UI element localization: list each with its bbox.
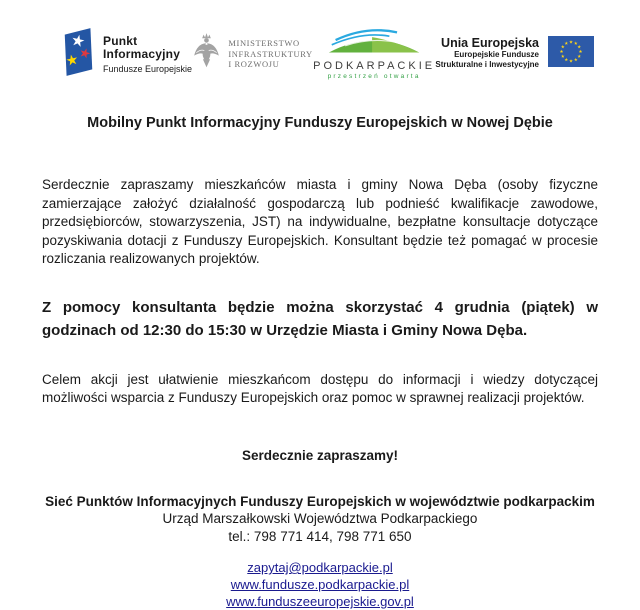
network-line: Sieć Punktów Informacyjnych Funduszy Europejskich w województwie podkarpackim	[45, 493, 595, 509]
logo-ministerstwo	[192, 33, 312, 76]
polish-eagle-icon	[192, 33, 221, 76]
funduszeeuropejskie-link[interactable]: www.funduszeeuropejskie.gov.pl	[226, 594, 414, 609]
pi-name-line1: Punkt	[103, 33, 138, 48]
office-line: Urząd Marszałkowski Województwa Podkarpackiego	[162, 511, 478, 526]
podkarpackie-tagline: przestrzeń otwarta	[327, 73, 421, 80]
ministry-line2: INFRASTRUKTURY	[228, 48, 313, 59]
intro-paragraph: Serdecznie zapraszamy mieszkańców miasta i gminy Nowa Dęba (osoby fizyczne zamierzające założyć działalność gospodarczą lub podnieść kwalifikacje zawodowe, przedsiębiorców, stowarzyszenia, JST) na indywidualne, bezpłatne konsultacje dotyczące pozyskiwania dotacji z Funduszy Europejskich. Konsultant będzie też pomagać w procesie rozliczania realizowanych projektów.	[42, 177, 598, 266]
ministry-line3: I ROZWOJU	[228, 59, 280, 70]
links-block	[0, 559, 640, 610]
phone-line: tel.: 798 771 414, 798 771 650	[228, 528, 412, 544]
eu-sub-line1: Europejskie Fundusze	[454, 50, 539, 59]
podkarpackie-name: PODKARPACKIE	[313, 60, 436, 72]
schedule-paragraph: Z pomocy konsultanta będzie można skorzystać 4 grudnia (piątek) w godzinach od 12:30 do 15:30 w Urzędzie Miasta i Gminy Nowa Dęba.	[42, 298, 598, 339]
ministry-line1: MINISTERSTWO	[228, 38, 300, 49]
podkarpackie-hill-icon	[326, 28, 422, 59]
closing-line: Serdecznie zapraszamy!	[241, 447, 399, 463]
email-link[interactable]: zapytaj@podkarpackie.pl	[247, 560, 393, 575]
logo-unia-europejska	[435, 36, 594, 72]
pi-name-line2: Informacyjny	[103, 46, 181, 61]
logo-podkarpackie	[313, 28, 435, 80]
eu-title: Unia Europejska	[441, 36, 539, 50]
fe-flag-icon	[62, 27, 95, 82]
logo-punkt-informacyjny	[62, 27, 192, 82]
footer-block	[0, 493, 640, 546]
pi-subtitle: Fundusze Europejskie	[103, 63, 193, 74]
fundusze-podkarpackie-link[interactable]: www.fundusze.podkarpackie.pl	[230, 577, 410, 592]
page-title: Mobilny Punkt Informacyjny Funduszy Europejskich w Nowej Dębie	[87, 115, 553, 131]
eu-sub-line2: Strukturalne i Inwestycyjne	[435, 59, 539, 69]
eu-flag-icon	[548, 36, 594, 72]
logo-bar	[62, 20, 594, 88]
goal-paragraph: Celem akcji jest ułatwienie mieszkańcom dostępu do informacji i wiedzy dotyczącej możliwości wsparcia z Funduszy Europejskich oraz pomoc w sprawnej realizacji projektów.	[42, 371, 598, 405]
